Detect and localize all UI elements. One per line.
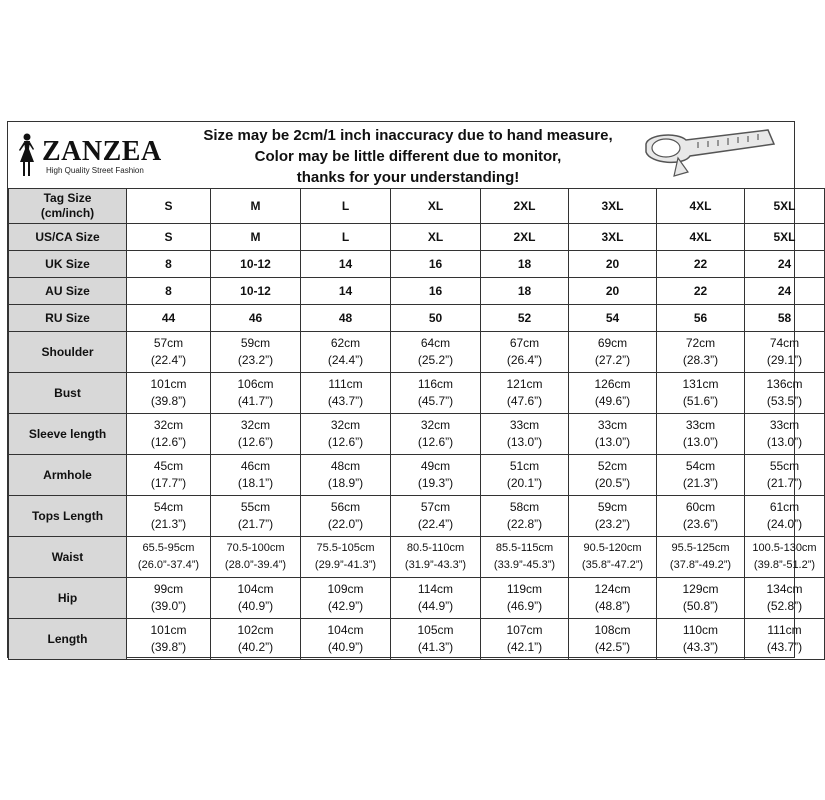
measurement-cell bbox=[745, 496, 825, 537]
value-inch: (46.9”) bbox=[506, 599, 543, 613]
size-cell: 24 bbox=[745, 251, 825, 278]
value-inch: (50.8”) bbox=[682, 599, 719, 613]
measurement-cell bbox=[657, 578, 745, 619]
measurement-cell bbox=[211, 373, 301, 414]
value-cm: 104cm bbox=[237, 582, 274, 596]
size-chart bbox=[7, 121, 817, 658]
value-cm: 59cm bbox=[597, 500, 628, 514]
size-table bbox=[8, 188, 825, 660]
measurement-cell bbox=[657, 373, 745, 414]
measurement-cell bbox=[481, 373, 569, 414]
measurement-cell bbox=[391, 619, 481, 660]
measurement-cell bbox=[657, 414, 745, 455]
measurement-row bbox=[9, 373, 825, 414]
row-header: Hip bbox=[9, 578, 127, 619]
size-cell: L bbox=[301, 224, 391, 251]
measurement-cell bbox=[301, 373, 391, 414]
size-row bbox=[9, 189, 825, 224]
value-cm: 74cm bbox=[769, 336, 800, 350]
notice-line: Size may be 2cm/1 inch inaccuracy due to hand measure, bbox=[203, 127, 613, 144]
measurement-cell bbox=[211, 537, 301, 578]
value-cm: 49cm bbox=[420, 459, 451, 473]
value-inch: (22.8”) bbox=[506, 517, 543, 531]
value-inch: (53.5”) bbox=[766, 394, 803, 408]
measurement-cell bbox=[211, 414, 301, 455]
row-header: UK Size bbox=[9, 251, 127, 278]
value-cm: 108cm bbox=[594, 623, 631, 637]
measurement-cell bbox=[211, 496, 301, 537]
size-cell: 18 bbox=[481, 278, 569, 305]
value-inch: (12.6”) bbox=[417, 435, 454, 449]
value-inch: (42.9”) bbox=[327, 599, 364, 613]
size-cell: 22 bbox=[657, 278, 745, 305]
measurement-cell bbox=[211, 578, 301, 619]
value-cm: 52cm bbox=[597, 459, 628, 473]
value-cm: 55cm bbox=[769, 459, 800, 473]
value-inch: (28.3”) bbox=[682, 353, 719, 367]
value-cm: 46cm bbox=[240, 459, 271, 473]
value-inch: (43.3”) bbox=[682, 640, 719, 654]
row-header: Tag Size (cm/inch) bbox=[9, 189, 127, 224]
value-cm: 80.5-110cm bbox=[406, 542, 465, 554]
row-header: RU Size bbox=[9, 305, 127, 332]
value-cm: 64cm bbox=[420, 336, 451, 350]
value-inch: (40.9”) bbox=[327, 640, 364, 654]
measurement-cell bbox=[301, 455, 391, 496]
size-cell: 4XL bbox=[657, 189, 745, 224]
measurement-cell bbox=[569, 619, 657, 660]
measurement-cell bbox=[211, 332, 301, 373]
value-inch: (22.0”) bbox=[327, 517, 364, 531]
size-cell: 10-12 bbox=[211, 251, 301, 278]
chart-header bbox=[8, 122, 794, 189]
value-cm: 121cm bbox=[506, 377, 543, 391]
value-cm: 85.5-115cm bbox=[495, 542, 554, 554]
size-cell: 3XL bbox=[569, 224, 657, 251]
measurement-cell bbox=[481, 578, 569, 619]
measurement-cell bbox=[391, 414, 481, 455]
size-cell: 5XL bbox=[745, 189, 825, 224]
measurement-cell bbox=[127, 414, 211, 455]
size-notice bbox=[178, 125, 638, 188]
measurement-cell bbox=[301, 496, 391, 537]
value-cm: 56cm bbox=[330, 500, 361, 514]
value-inch: (52.8”) bbox=[766, 599, 803, 613]
size-cell: XL bbox=[391, 224, 481, 251]
value-cm: 104cm bbox=[327, 623, 364, 637]
value-inch: (33.9”-45.3”) bbox=[493, 559, 556, 571]
brand-tagline: High Quality Street Fashion bbox=[46, 166, 144, 175]
value-inch: (21.3”) bbox=[682, 476, 719, 490]
measurement-cell bbox=[127, 373, 211, 414]
measurement-cell bbox=[745, 373, 825, 414]
size-cell: M bbox=[211, 189, 301, 224]
size-cell: S bbox=[127, 189, 211, 224]
size-cell: 22 bbox=[657, 251, 745, 278]
value-cm: 102cm bbox=[237, 623, 274, 637]
value-inch: (19.3”) bbox=[417, 476, 454, 490]
measurement-row bbox=[9, 332, 825, 373]
measurement-cell bbox=[211, 455, 301, 496]
value-cm: 60cm bbox=[685, 500, 716, 514]
value-cm: 45cm bbox=[153, 459, 184, 473]
row-header: Shoulder bbox=[9, 332, 127, 373]
measurement-cell bbox=[745, 537, 825, 578]
value-inch: (42.5”) bbox=[594, 640, 631, 654]
value-inch: (47.6”) bbox=[506, 394, 543, 408]
measurement-cell bbox=[657, 496, 745, 537]
value-cm: 70.5-100cm bbox=[226, 542, 285, 554]
measurement-row bbox=[9, 578, 825, 619]
value-cm: 33cm bbox=[597, 418, 628, 432]
measurement-cell bbox=[657, 332, 745, 373]
value-inch: (45.7”) bbox=[417, 394, 454, 408]
measurement-row bbox=[9, 414, 825, 455]
measurement-cell bbox=[481, 496, 569, 537]
size-cell: 8 bbox=[127, 278, 211, 305]
brand-logo bbox=[12, 128, 182, 184]
value-inch: (22.4”) bbox=[417, 517, 454, 531]
value-inch: (44.9”) bbox=[417, 599, 454, 613]
value-cm: 51cm bbox=[509, 459, 540, 473]
measurement-cell bbox=[127, 619, 211, 660]
size-cell: 2XL bbox=[481, 224, 569, 251]
value-cm: 32cm bbox=[240, 418, 271, 432]
measurement-cell bbox=[569, 537, 657, 578]
value-inch: (13.0”) bbox=[766, 435, 803, 449]
measurement-cell bbox=[657, 537, 745, 578]
row-header: Waist bbox=[9, 537, 127, 578]
value-inch: (40.9”) bbox=[237, 599, 274, 613]
value-cm: 57cm bbox=[153, 336, 184, 350]
value-inch: (37.8”-49.2”) bbox=[669, 559, 732, 571]
value-inch: (43.7”) bbox=[766, 640, 803, 654]
value-inch: (25.2”) bbox=[417, 353, 454, 367]
measurement-row bbox=[9, 619, 825, 660]
size-cell: 24 bbox=[745, 278, 825, 305]
measurement-cell bbox=[301, 332, 391, 373]
value-cm: 99cm bbox=[153, 582, 184, 596]
value-inch: (12.6”) bbox=[327, 435, 364, 449]
value-cm: 131cm bbox=[682, 377, 719, 391]
value-cm: 116cm bbox=[417, 377, 454, 391]
value-cm: 67cm bbox=[509, 336, 540, 350]
value-cm: 33cm bbox=[509, 418, 540, 432]
measurement-cell bbox=[745, 332, 825, 373]
size-cell: 56 bbox=[657, 305, 745, 332]
value-inch: (12.6”) bbox=[150, 435, 187, 449]
measurement-cell bbox=[301, 414, 391, 455]
measurement-cell bbox=[301, 537, 391, 578]
value-cm: 48cm bbox=[330, 459, 361, 473]
value-cm: 101cm bbox=[150, 377, 187, 391]
value-inch: (21.7”) bbox=[766, 476, 803, 490]
value-cm: 54cm bbox=[685, 459, 716, 473]
value-cm: 134cm bbox=[766, 582, 803, 596]
measurement-cell bbox=[745, 619, 825, 660]
value-cm: 32cm bbox=[420, 418, 451, 432]
measurement-cell bbox=[391, 455, 481, 496]
measurement-cell bbox=[657, 455, 745, 496]
measurement-cell bbox=[569, 414, 657, 455]
measurement-cell bbox=[569, 332, 657, 373]
measurement-cell bbox=[481, 537, 569, 578]
row-header: Length bbox=[9, 619, 127, 660]
value-inch: (41.3”) bbox=[417, 640, 454, 654]
notice-line: thanks for your understanding! bbox=[296, 169, 520, 186]
measurement-cell bbox=[127, 578, 211, 619]
row-header: Tops Length bbox=[9, 496, 127, 537]
size-row bbox=[9, 224, 825, 251]
size-cell: 4XL bbox=[657, 224, 745, 251]
value-inch: (41.7”) bbox=[237, 394, 274, 408]
measurement-row bbox=[9, 537, 825, 578]
value-cm: 69cm bbox=[597, 336, 628, 350]
measurement-cell bbox=[127, 537, 211, 578]
value-cm: 75.5-105cm bbox=[316, 542, 375, 554]
value-inch: (20.5”) bbox=[594, 476, 631, 490]
size-cell: 48 bbox=[301, 305, 391, 332]
measuring-tape-icon bbox=[638, 126, 778, 186]
row-header: Sleeve length bbox=[9, 414, 127, 455]
measurement-cell bbox=[127, 455, 211, 496]
measurement-row bbox=[9, 496, 825, 537]
measurement-cell bbox=[569, 373, 657, 414]
measurement-cell bbox=[745, 414, 825, 455]
value-inch: (39.0”) bbox=[150, 599, 187, 613]
size-cell: L bbox=[301, 189, 391, 224]
value-cm: 106cm bbox=[237, 377, 274, 391]
value-inch: (13.0”) bbox=[682, 435, 719, 449]
value-inch: (20.1”) bbox=[506, 476, 543, 490]
value-inch: (21.3”) bbox=[150, 517, 187, 531]
value-inch: (48.8”) bbox=[594, 599, 631, 613]
size-cell: 16 bbox=[391, 278, 481, 305]
size-cell: 14 bbox=[301, 278, 391, 305]
value-inch: (35.8”-47.2”) bbox=[581, 559, 644, 571]
value-cm: 110cm bbox=[682, 623, 719, 637]
size-cell: 46 bbox=[211, 305, 301, 332]
value-cm: 107cm bbox=[506, 623, 543, 637]
size-cell: 50 bbox=[391, 305, 481, 332]
woman-silhouette-icon bbox=[12, 132, 40, 180]
measurement-cell bbox=[301, 578, 391, 619]
measurement-cell bbox=[127, 496, 211, 537]
measurement-cell bbox=[391, 332, 481, 373]
measurement-cell bbox=[745, 578, 825, 619]
size-cell: XL bbox=[391, 189, 481, 224]
value-inch: (21.7”) bbox=[237, 517, 274, 531]
size-cell: 20 bbox=[569, 251, 657, 278]
measurement-cell bbox=[481, 619, 569, 660]
value-inch: (31.9”-43.3”) bbox=[404, 559, 467, 571]
value-cm: 58cm bbox=[509, 500, 540, 514]
size-cell: 58 bbox=[745, 305, 825, 332]
measurement-cell bbox=[569, 496, 657, 537]
value-cm: 124cm bbox=[594, 582, 631, 596]
measurement-cell bbox=[127, 332, 211, 373]
value-inch: (27.2”) bbox=[594, 353, 631, 367]
value-inch: (39.8”-51.2”) bbox=[753, 559, 816, 571]
size-cell: 2XL bbox=[481, 189, 569, 224]
measurement-cell bbox=[481, 332, 569, 373]
value-inch: (23.2”) bbox=[237, 353, 274, 367]
measurement-cell bbox=[391, 537, 481, 578]
value-cm: 33cm bbox=[769, 418, 800, 432]
value-inch: (26.4”) bbox=[506, 353, 543, 367]
value-inch: (29.1”) bbox=[766, 353, 803, 367]
measurement-cell bbox=[481, 455, 569, 496]
measurement-cell bbox=[301, 619, 391, 660]
value-cm: 72cm bbox=[685, 336, 716, 350]
measurement-cell bbox=[657, 619, 745, 660]
value-cm: 105cm bbox=[417, 623, 454, 637]
value-cm: 111cm bbox=[328, 377, 363, 391]
value-cm: 129cm bbox=[682, 582, 719, 596]
size-cell: M bbox=[211, 224, 301, 251]
value-inch: (42.1”) bbox=[506, 640, 543, 654]
value-inch: (43.7”) bbox=[327, 394, 364, 408]
row-header: Bust bbox=[9, 373, 127, 414]
value-cm: 62cm bbox=[330, 336, 361, 350]
measurement-cell bbox=[391, 373, 481, 414]
value-cm: 136cm bbox=[766, 377, 803, 391]
notice-line: Color may be little different due to monitor, bbox=[254, 148, 562, 165]
brand-name: ZANZEA bbox=[42, 136, 162, 167]
measurement-cell bbox=[481, 414, 569, 455]
size-cell: 5XL bbox=[745, 224, 825, 251]
size-cell: 14 bbox=[301, 251, 391, 278]
value-cm: 33cm bbox=[685, 418, 716, 432]
value-cm: 32cm bbox=[330, 418, 361, 432]
value-cm: 55cm bbox=[240, 500, 271, 514]
measurement-cell bbox=[391, 578, 481, 619]
value-inch: (29.9”-41.3”) bbox=[314, 559, 377, 571]
value-inch: (28.0”-39.4”) bbox=[224, 559, 287, 571]
measurement-cell bbox=[391, 496, 481, 537]
value-cm: 65.5-95cm bbox=[142, 542, 195, 554]
value-cm: 126cm bbox=[594, 377, 631, 391]
value-cm: 100.5-130cm bbox=[752, 542, 817, 554]
value-cm: 90.5-120cm bbox=[583, 542, 642, 554]
size-cell: 20 bbox=[569, 278, 657, 305]
measurement-row bbox=[9, 455, 825, 496]
value-inch: (26.0”-37.4”) bbox=[137, 559, 200, 571]
value-inch: (40.2”) bbox=[237, 640, 274, 654]
value-inch: (22.4”) bbox=[150, 353, 187, 367]
size-cell: 8 bbox=[127, 251, 211, 278]
size-cell: 16 bbox=[391, 251, 481, 278]
value-inch: (39.8”) bbox=[150, 394, 187, 408]
value-cm: 114cm bbox=[417, 582, 454, 596]
size-cell: 3XL bbox=[569, 189, 657, 224]
value-cm: 61cm bbox=[769, 500, 800, 514]
value-cm: 109cm bbox=[327, 582, 364, 596]
value-inch: (24.0”) bbox=[766, 517, 803, 531]
value-cm: 57cm bbox=[420, 500, 451, 514]
value-inch: (13.0”) bbox=[594, 435, 631, 449]
size-cell: 18 bbox=[481, 251, 569, 278]
measurement-cell bbox=[569, 578, 657, 619]
size-cell: 54 bbox=[569, 305, 657, 332]
value-inch: (13.0”) bbox=[506, 435, 543, 449]
measurement-cell bbox=[211, 619, 301, 660]
size-cell: 52 bbox=[481, 305, 569, 332]
size-cell: S bbox=[127, 224, 211, 251]
value-cm: 32cm bbox=[153, 418, 184, 432]
value-inch: (23.6”) bbox=[682, 517, 719, 531]
value-cm: 95.5-125cm bbox=[671, 542, 730, 554]
row-header: Armhole bbox=[9, 455, 127, 496]
value-inch: (18.1”) bbox=[237, 476, 274, 490]
size-cell: 10-12 bbox=[211, 278, 301, 305]
value-cm: 119cm bbox=[506, 582, 543, 596]
size-row bbox=[9, 251, 825, 278]
measurement-cell bbox=[745, 455, 825, 496]
measurement-cell bbox=[569, 455, 657, 496]
value-inch: (51.6”) bbox=[682, 394, 719, 408]
value-cm: 54cm bbox=[153, 500, 184, 514]
value-inch: (18.9”) bbox=[327, 476, 364, 490]
value-cm: 101cm bbox=[150, 623, 187, 637]
value-cm: 111cm bbox=[767, 623, 802, 637]
value-inch: (23.2”) bbox=[594, 517, 631, 531]
value-inch: (24.4”) bbox=[327, 353, 364, 367]
value-cm: 59cm bbox=[240, 336, 271, 350]
size-row bbox=[9, 278, 825, 305]
value-inch: (49.6”) bbox=[594, 394, 631, 408]
value-inch: (39.8”) bbox=[150, 640, 187, 654]
row-header: AU Size bbox=[9, 278, 127, 305]
value-inch: (12.6”) bbox=[237, 435, 274, 449]
value-inch: (17.7”) bbox=[150, 476, 187, 490]
size-cell: 44 bbox=[127, 305, 211, 332]
row-header: US/CA Size bbox=[9, 224, 127, 251]
size-row bbox=[9, 305, 825, 332]
